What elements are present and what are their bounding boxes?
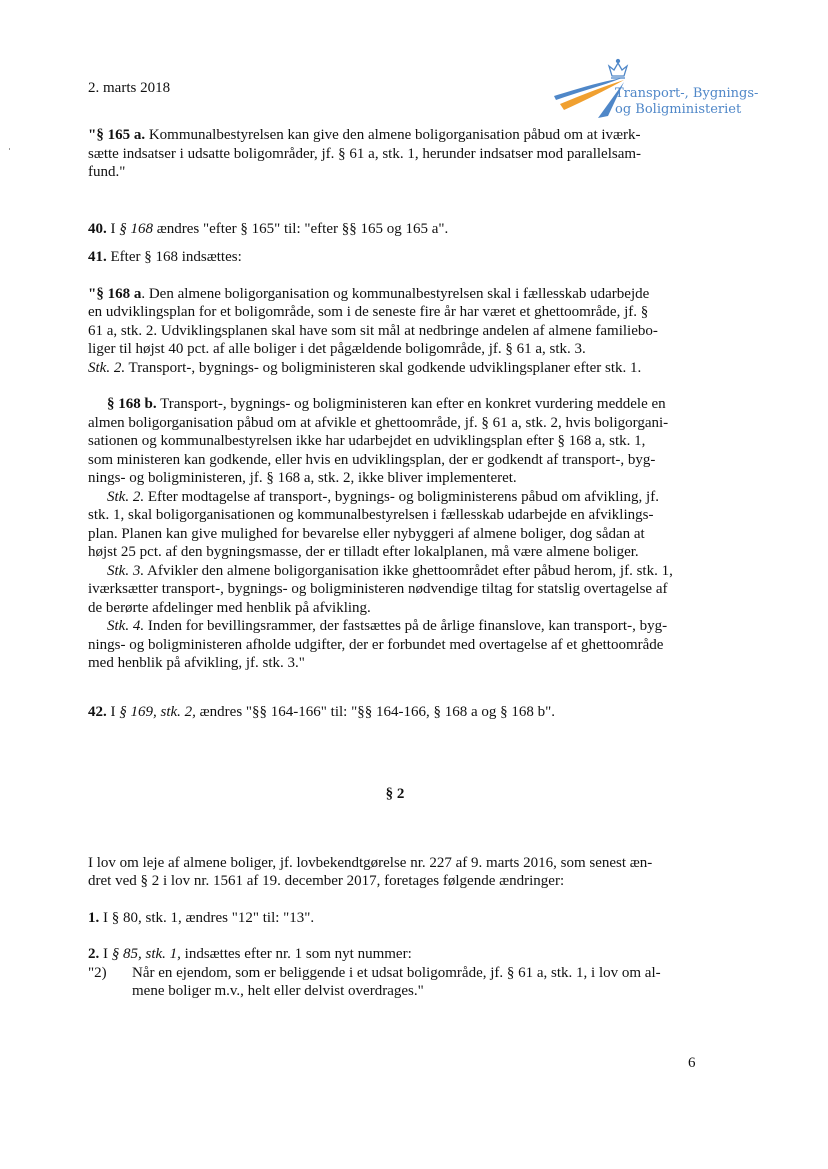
amendment-1: 1. I § 80, stk. 1, ændres "12" til: "13". xyxy=(88,909,315,926)
paragraph-168b-stk4: Stk. 4. Inden for bevillingsrammer, der fastsættes på de årlige finanslove, kan transport-, byg- nings- og boligministeren afholde udgifter, der er forbundet med overtagelse af et ghettoområde med henblik på afvikling, jf. stk. 3." xyxy=(88,618,668,671)
paragraph-168b: § 168 b. Transport-, bygnings- og boligministeren kan efter en konkret vurdering meddele en almen boligorganisation påbud om at afvikle et ghettoområde, jf. § 61 a, stk. 2, hvis boligorgani- sationen og kommunalbestyrelsen ikke har udarbejdet en udviklingsplan efter § 168 a, stk. 1, som ministeren kan godkende, eller hvis en udviklingsplan, der er godkendt af transport-, byg- nings- og boligministeren, jf. § 168 a, stk. 2, ikke bliver implementeret. xyxy=(88,396,669,486)
margin-mark xyxy=(9,148,10,150)
section-2-heading: § 2 xyxy=(385,786,405,802)
paragraph-168b-stk3: Stk. 3. Afvikler den almene boligorganisation ikke ghettoområdet efter påbud herom, jf. stk. 1, iværksætter transport-, bygnings- og boligministeren nødvendige tiltag for statslig overtagelse af de berørte afdelinger med henblik på afvikling. xyxy=(88,562,673,616)
amendment-41: 41. Efter § 168 indsættes: xyxy=(88,249,242,265)
amendment-2-item xyxy=(88,964,702,1001)
paragraph-168b-stk2: Stk. 2. Efter modtagelse af transport-, bygnings- og boligministerens påbud om afvikling, jf. stk. 1, skal boligorganisationen og kommunalbestyrelsen i fællesskab udarbejde en afviklings- plan. Planen kan give mulighed for bevarelse eller nybyggeri af almene boliger, dog sådan at højst 25 pct. af den bygningsmasse, der er tilladt efter lokalplanen, må være almene boliger. xyxy=(88,488,659,560)
paragraph-168a: "§ 168 a. Den almene boligorganisation og kommunalbestyrelsen skal i fællesskab udarbejde en udviklingsplan for et boligområde, som i de seneste fire år har været et ghettoområde, jf. § 61 a, stk. 2. Udviklingsplanen skal have som sit mål at nedbringe andelen af almene familiebo- liger til højst 40 pct. af alle boliger i det pågældende boligområde, jf. § 61 a, stk. 3. xyxy=(88,285,658,357)
logo-text-line1: Transport-, Bygnings- xyxy=(615,86,759,101)
page-number: 6 xyxy=(688,1055,696,1071)
paragraph-165a: "§ 165 a. Kommunalbestyrelsen kan give den almene boligorganisation påbud om at iværk- sætte indsatser i udsatte boligområder, jf. § 61 a, stk. 1, herunder indsatser mod parallelsam- fund." xyxy=(88,127,642,180)
amendment-42: 42. I § 169, stk. 2, ændres "§§ 164-166" til: "§§ 164-166, § 168 a og § 168 b". xyxy=(88,703,555,720)
amendment-2: 2. I § 85, stk. 1, indsættes efter nr. 1 som nyt nummer: xyxy=(88,946,412,962)
section-2-intro: I lov om leje af almene boliger, jf. lovbekendtgørelse nr. 227 af 9. marts 2016, som senest æn- dret ved § 2 i lov nr. 1561 af 19. december 2017, foretages følgende ændringer: xyxy=(88,854,653,889)
paragraph-heading: § 168 b. xyxy=(107,396,157,412)
logo-text-line2: og Boligministeriet xyxy=(615,102,742,117)
paragraph-heading: "§ 165 a. xyxy=(88,127,146,143)
paragraph-heading: "§ 168 a xyxy=(88,285,142,302)
document-date: 2. marts 2018 xyxy=(88,80,171,96)
ministry-logo xyxy=(550,56,760,120)
document-body xyxy=(88,126,702,1001)
amendment-40: 40. I § 168 ændres "efter § 165" til: "efter §§ 165 og 165 a". xyxy=(88,220,449,237)
item-text: Når en ejendom, som er beliggende i et udsat boligområde, jf. § 61 a, stk. 1, i lov om al- mene boliger m.v., helt eller delvist overdrages." xyxy=(132,964,661,999)
item-number: "2) xyxy=(88,964,107,981)
paragraph-168a-stk2: Stk. 2. Transport-, bygnings- og boligministeren skal godkende udviklingsplaner efter stk. 1. xyxy=(88,359,642,376)
